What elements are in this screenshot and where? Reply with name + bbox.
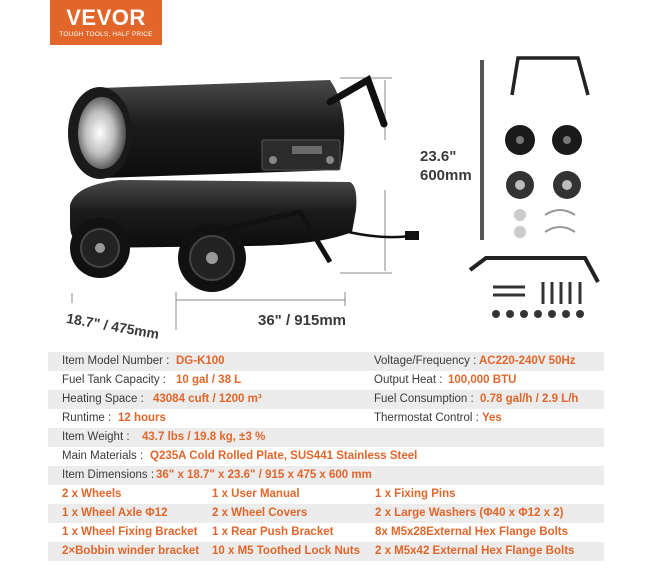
output-value: 100,000 BTU [448, 374, 517, 386]
materials-value: Q235A Cold Rolled Plate, SUS441 Stainless Steel [150, 450, 418, 462]
tank-label: Fuel Tank Capacity : [62, 374, 166, 386]
item-dims-value: 36" x 18.7" x 23.6" / 915 x 475 x 600 mm [156, 469, 372, 481]
runtime-label: Runtime : [62, 412, 112, 424]
part-item: 2 x Large Washers (Φ40 x Φ12 x 2) [375, 507, 564, 519]
voltage-label: Voltage/Frequency : [374, 355, 477, 367]
model-value: DG-K100 [176, 355, 225, 367]
space-value: 43084 cuft / 1200 m³ [153, 393, 262, 405]
spec-row [48, 371, 604, 390]
part-item: 2 x M5x42 External Hex Flange Bolts [375, 545, 575, 557]
spec-row [48, 390, 604, 409]
accessory-parts [470, 58, 598, 318]
consumption-value: 0.78 gal/h / 2.9 L/h [480, 393, 579, 405]
part-item: 1 x Rear Push Bracket [212, 526, 334, 538]
spec-row [48, 352, 604, 371]
parts-row [48, 523, 604, 542]
materials-label: Main Materials : [62, 450, 144, 462]
parts-row [48, 485, 604, 504]
spec-row [48, 428, 604, 447]
thermostat-label: Thermostat Control : [374, 412, 479, 424]
weight-value: 43.7 lbs / 19.8 kg, ±3 % [142, 431, 266, 443]
height-inch-label: 23.6" [420, 148, 457, 165]
part-item: 1 x Wheel Fixing Bracket [62, 526, 198, 538]
item-dims-label: Item Dimensions : [62, 469, 155, 481]
consumption-label: Fuel Consumption : [374, 393, 474, 405]
runtime-value: 12 hours [118, 412, 166, 424]
spec-row [48, 447, 604, 466]
output-label: Output Heat : [374, 374, 443, 386]
space-label: Heating Space : [62, 393, 144, 405]
height-mm-label: 600mm [420, 167, 472, 184]
length-label: 36" / 915mm [258, 312, 347, 329]
part-item: 1 x Wheel Axle Φ12 [62, 507, 168, 519]
voltage-value: AC220-240V 50Hz [479, 355, 576, 367]
part-item: 2×Bobbin winder bracket [62, 545, 200, 557]
part-item: 10 x M5 Toothed Lock Nuts [212, 545, 361, 557]
part-item: 2 x Wheel Covers [212, 507, 308, 519]
part-item: 1 x User Manual [212, 488, 300, 500]
part-item: 8x M5x28External Hex Flange Bolts [375, 526, 569, 538]
model-label: Item Model Number : [62, 355, 170, 367]
spec-row [48, 466, 604, 485]
spec-row [48, 409, 604, 428]
part-item: 2 x Wheels [62, 488, 122, 500]
part-item: 1 x Fixing Pins [375, 488, 456, 500]
width-label: 18.7" / 475mm [65, 310, 161, 343]
parts-row [48, 542, 604, 561]
brand-name: VEVOR [66, 5, 146, 30]
parts-row [48, 504, 604, 523]
weight-label: Item Weight : [62, 431, 130, 443]
tank-value: 10 gal / 38 L [176, 374, 242, 386]
heater-body [68, 80, 419, 292]
brand-tagline: TOUGH TOOLS, HALF PRICE [59, 31, 153, 38]
thermostat-value: Yes [482, 412, 502, 424]
spec-table [48, 352, 604, 561]
